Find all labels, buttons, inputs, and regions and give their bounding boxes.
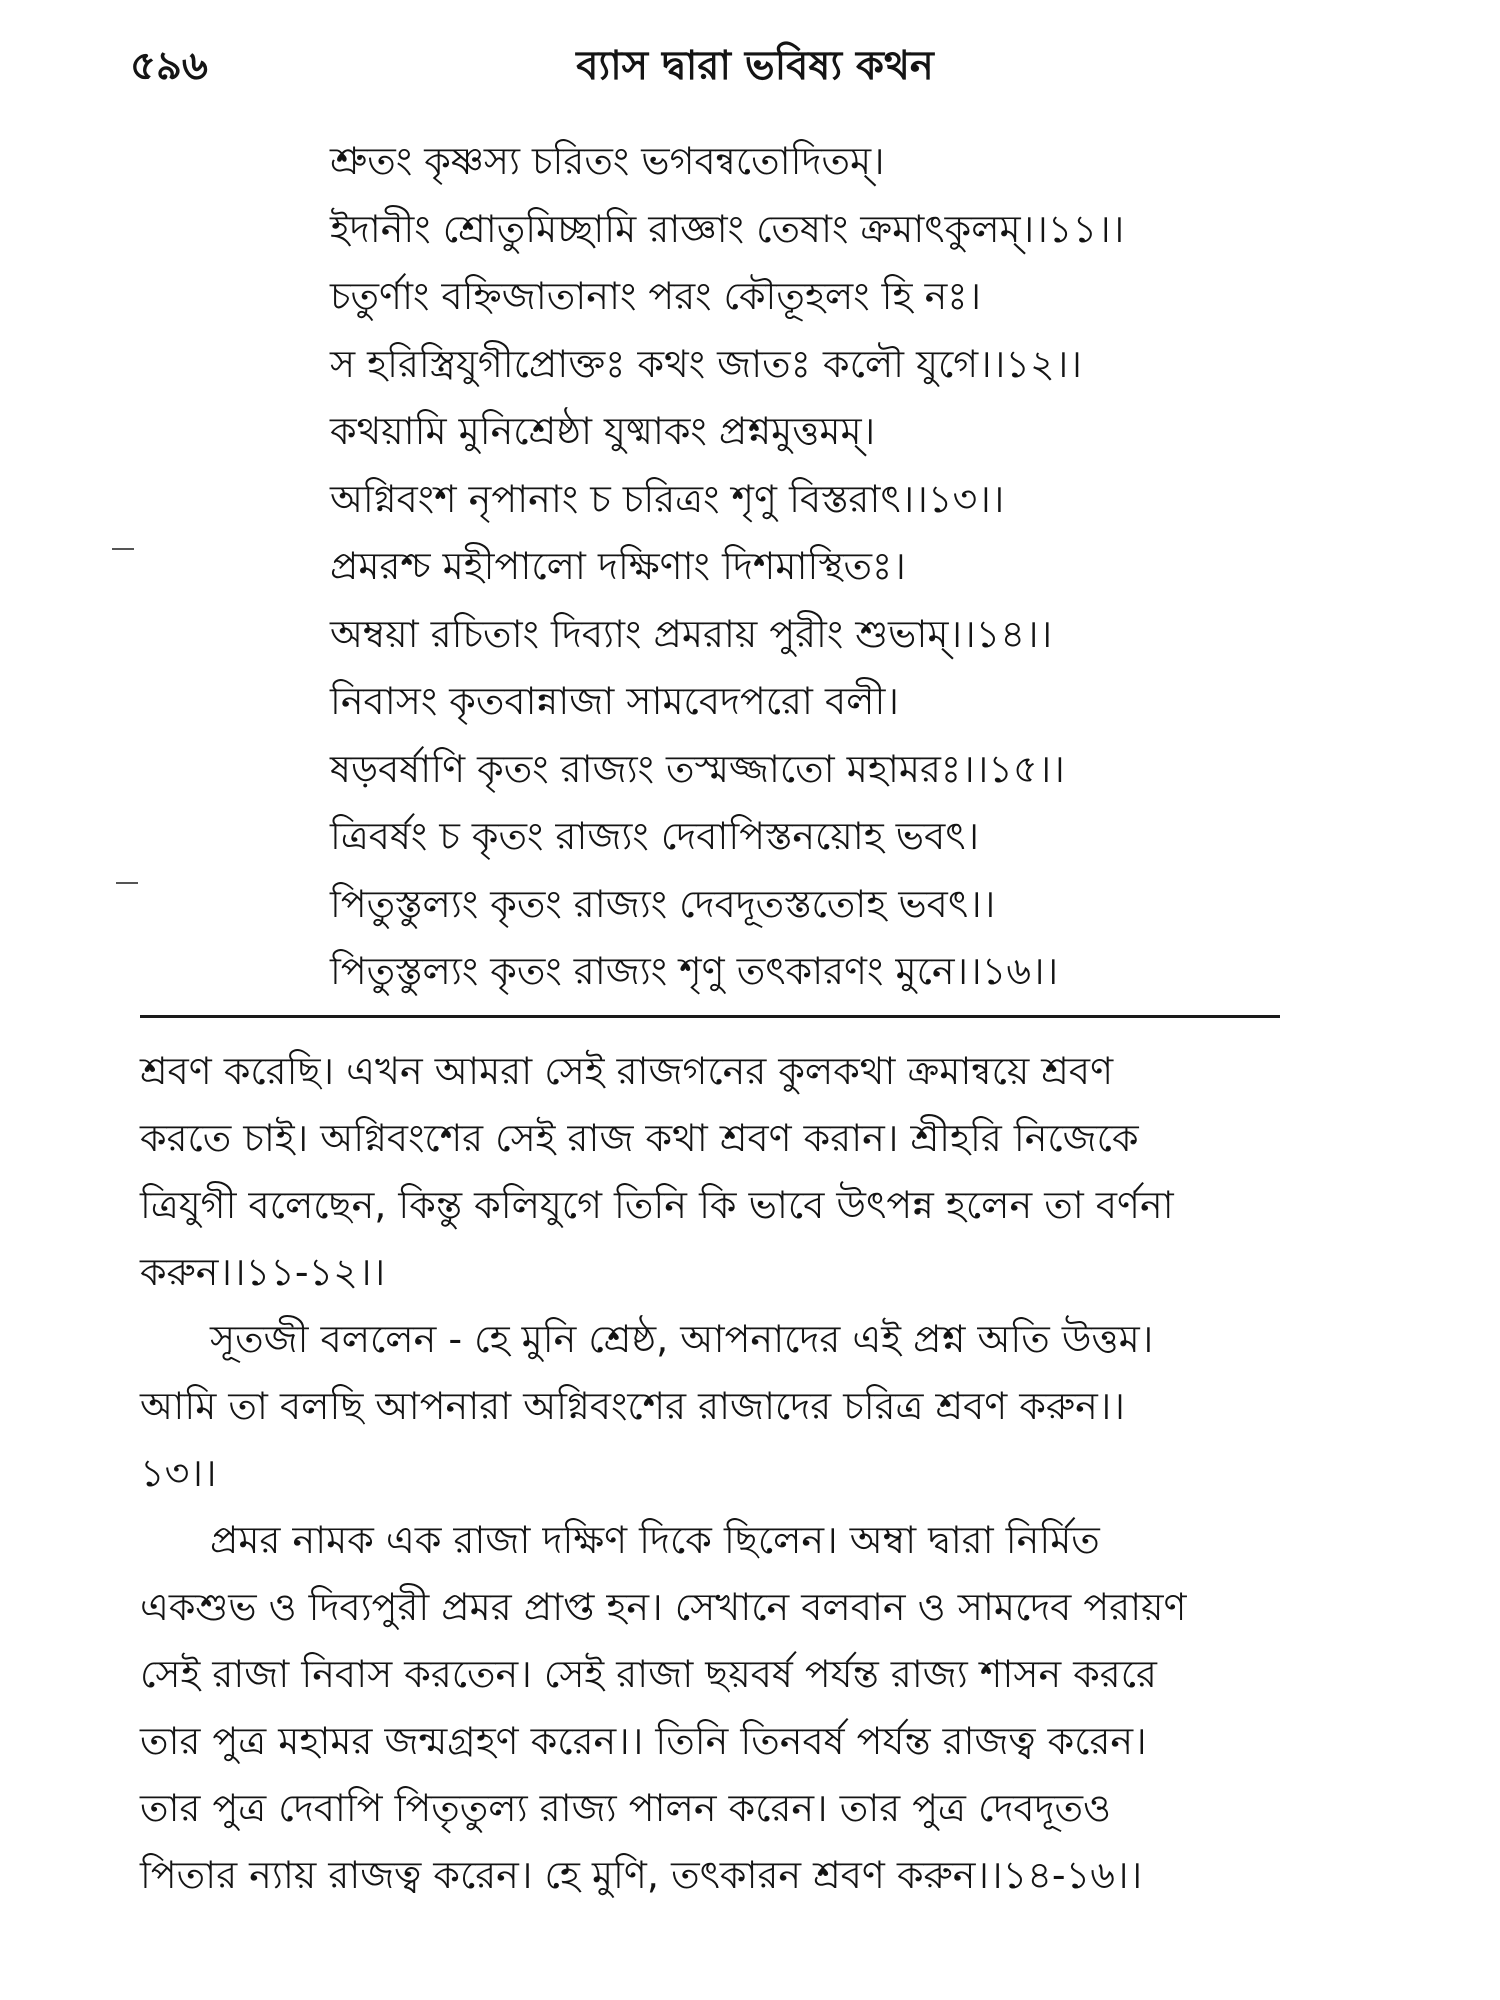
- verse-line: কথয়ামি মুনিশ্রেষ্ঠা যুষ্মাকং প্রশ্নমুত্তমম্।: [330, 409, 876, 453]
- translation-line: সেই রাজা নিবাস করতেন। সেই রাজা ছয়বর্ষ পর্যন্ত রাজ্য শাসন কররে: [140, 1652, 1157, 1696]
- page-number: ৫৯৬: [130, 43, 208, 89]
- verse-line: ইদানীং শ্রোতুমিচ্ছামি রাজ্ঞাং তেষাং ক্রমাৎকুলম্।।১১।।: [330, 206, 1125, 251]
- verse-line: ষড়বর্ষাণি কৃতং রাজ্যং তস্মজ্জাতো মহামরঃ।।১৫।।: [330, 746, 1065, 791]
- verse-line: অম্বয়া রচিতাং দিব্যাং প্রমরায় পুরীং শুভাম্।।১৪।।: [330, 611, 1053, 656]
- section-divider: [140, 1015, 1280, 1018]
- stray-mark: [112, 548, 134, 550]
- translation-line: প্রমর নামক এক রাজা দক্ষিণ দিকে ছিলেন। অম্বা দ্বারা নির্মিত: [210, 1518, 1100, 1562]
- translation-line: পিতার ন্যায় রাজত্ব করেন। হে মুণি, তৎকারন শ্রবণ করুন।।১৪-১৬।।: [140, 1853, 1143, 1897]
- verse-line: ত্রিবর্ষং চ কৃতং রাজ্যং দেবাপিস্তনয়োহ ভবৎ।: [330, 814, 980, 858]
- stray-mark: [116, 882, 138, 884]
- translation-line: সূতজী বললেন - হে মুনি শ্রেষ্ঠ, আপনাদের এই প্রশ্ন অতি উত্তম।: [210, 1317, 1154, 1361]
- bengali-translation: [140, 1038, 1370, 1909]
- translation-line: তার পুত্র দেবাপি পিতৃতুল্য রাজ্য পালন করেন। তার পুত্র দেবদূতও: [140, 1786, 1112, 1830]
- sanskrit-verse-block: [330, 128, 1430, 1006]
- translation-line: ১৩।।: [140, 1451, 217, 1495]
- translation-line: তার পুত্র মহামর জন্মগ্রহণ করেন।। তিনি তিনবর্ষ পর্যন্ত রাজত্ব করেন।: [140, 1719, 1147, 1763]
- translation-line: শ্রবণ করেছি। এখন আমরা সেই রাজগনের কুলকথা ক্রমান্বয়ে শ্রবণ: [140, 1049, 1114, 1093]
- translation-line: আমি তা বলছি আপনারা অগ্নিবংশের রাজাদের চরিত্র শ্রবণ করুন।।: [140, 1384, 1125, 1428]
- verse-line: নিবাসং কৃতবান্নাজা সামবেদপরো বলী।: [330, 679, 899, 723]
- verse-line: পিতুস্তুল্যং কৃতং রাজ্যং দেবদূতস্ততোহ ভবৎ।।: [330, 881, 996, 926]
- translation-line: করতে চাই। অগ্নিবংশের সেই রাজ কথা শ্রবণ করান। শ্রীহরি নিজেকে: [140, 1116, 1139, 1160]
- verse-line: অগ্নিবংশ নৃপানাং চ চরিত্রং শৃণু বিস্তরাৎ।।১৩।।: [330, 476, 1005, 521]
- verse-line: চতুর্ণাং বহ্নিজাতানাং পরং কৌতূহলং হি নঃ।: [330, 274, 982, 318]
- verse-line: পিতুস্তুল্যং কৃতং রাজ্যং শৃণু তৎকারণং মুনে।।১৬।।: [330, 949, 1059, 993]
- verse-line: প্রমরশ্চ মহীপালো দক্ষিণাং দিশমাস্থিতঃ।: [330, 544, 906, 588]
- translation-line: একশুভ ও দিব্যপুরী প্রমর প্রাপ্ত হন। সেখানে বলবান ও সামদেব পরায়ণ: [140, 1585, 1187, 1629]
- translation-line: করুন।।১১-১২।।: [140, 1250, 386, 1294]
- translation-line: ত্রিযুগী বলেছেন, কিন্তু কলিযুগে তিনি কি ভাবে উৎপন্ন হলেন তা বর্ণনা: [140, 1183, 1174, 1227]
- verse-line: স হরিস্ত্রিযুগীপ্রোক্তঃ কথং জাতঃ কলৌ যুগে।।১২।।: [330, 341, 1082, 386]
- verse-line: শ্রুতং কৃষ্ণস্য চরিতং ভগবন্বতোদিতম্।: [330, 139, 885, 183]
- page-title: ব্যাস দ্বারা ভবিষ্য কথন: [576, 43, 934, 89]
